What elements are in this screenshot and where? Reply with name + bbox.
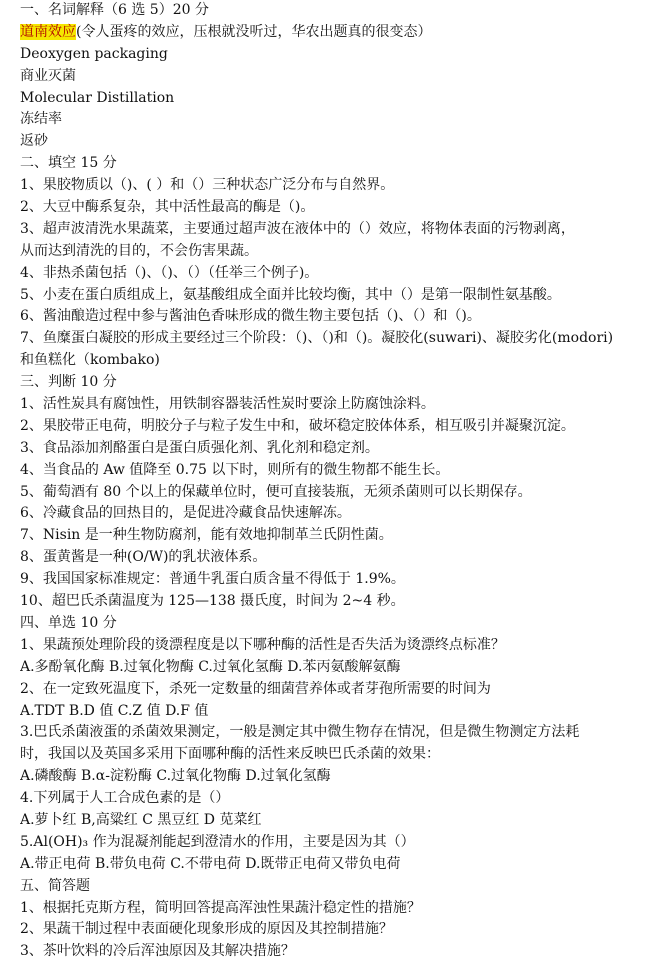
term-item: 冻结率 xyxy=(20,111,62,128)
question-line: 8、蛋黄酱是一种(O/W)的乳状液体系。 xyxy=(20,549,267,566)
term-item: Molecular Distillation xyxy=(20,89,175,106)
question-line: 5、小麦在蛋白质组成上，氨基酸组成全面并比较均衡，其中（）是第一限制性氨基酸。 xyxy=(20,286,561,303)
question-line: 1、果蔬预处理阶段的烫漂程度是以下哪种酶的活性是否失活为烫漂终点标准？ xyxy=(20,636,505,653)
question-line: 4、非热杀菌包括（)、（)、（）（任举三个例子)。 xyxy=(20,264,319,281)
question-line: 3、茶叶饮料的冷后浑浊原因及其解决措施？ xyxy=(20,943,295,960)
question-line: A.TDT B.D 值 C.Z 值 D.F 值 xyxy=(20,702,209,719)
question-line: 5.Al(OH)₃ 作为混凝剂能起到澄清水的作用，主要是因为其（） xyxy=(20,833,415,850)
question-line: 1、果胶物质以（)、( ）和（）三种状态广泛分布与自然界。 xyxy=(20,177,395,194)
question-line: 3、食品添加剂酪蛋白是蛋白质强化剂、乳化剂和稳定剂。 xyxy=(20,439,379,456)
question-line: 3.巴氏杀菌液蛋的杀菌效果测定，一般是测定其中微生物存在情况，但是微生物测定方法耗 xyxy=(20,724,580,741)
question-line: 6、冷藏食品的回热目的，是促进冷藏食品快速解冻。 xyxy=(20,505,351,522)
section-heading: 一、名词解释（6 选 5）20 分 xyxy=(20,2,209,18)
question-line: 时，我国以及英国多采用下面哪种酶的活性来反映巴氏杀菌的效果： xyxy=(20,746,440,763)
question-line: A.带正电荷 B.带负电荷 C.不带电荷 D.既带正电荷又带负电荷 xyxy=(20,855,401,872)
section-heading: 五、简答题 xyxy=(20,877,90,894)
term-item: Deoxygen packaging xyxy=(20,45,168,62)
term-item: 返砂 xyxy=(20,133,48,150)
question-line: 6、酱油酿造过程中参与酱油色香味形成的微生物主要包括（)、（）和（)。 xyxy=(20,308,481,325)
question-line: 2、大豆中酶系复杂，其中活性最高的酶是（)。 xyxy=(20,199,315,216)
section-heading: 四、单选 10 分 xyxy=(20,614,117,631)
question-line: 7、鱼糜蛋白凝胶的形成主要经过三个阶段：（)、（)和（)。凝胶化(suwari)、凝胶劣化(modori) xyxy=(20,330,614,347)
question-line: 2、果胶带正电荷，明胶分子与粒子发生中和，破坏稳定胶体体系，相互吸引并凝聚沉淀。 xyxy=(20,417,575,434)
question-line: 10、超巴氏杀菌温度为 125—138 摄氏度，时间为 2~4 秒。 xyxy=(20,593,405,610)
question-line: 4.下列属于人工合成色素的是（） xyxy=(20,790,230,807)
question-line: 1、根据托克斯方程，简明回答提高浑浊性果蔬汁稳定性的措施？ xyxy=(20,899,421,916)
section-heading: 三、判断 10 分 xyxy=(20,374,117,391)
question-line: 和鱼糕化（kombako) xyxy=(20,352,160,369)
question-line: A.萝卜红 B,高粱红 C 黑豆红 D 苋菜红 xyxy=(20,811,262,828)
term-item: 商业灭菌 xyxy=(20,67,76,84)
question-line: 2、果蔬干制过程中表面硬化现象形成的原因及其控制措施？ xyxy=(20,921,393,938)
highlighted-term: 道南效应 xyxy=(20,23,76,40)
question-line: 2、在一定致死温度下，杀死一定数量的细菌营养体或者芽孢所需要的时间为 xyxy=(20,680,491,697)
question-line: 从而达到清洗的目的，不会伤害果蔬。 xyxy=(20,242,258,259)
section-heading: 二、填空 15 分 xyxy=(20,155,117,172)
question-line: 1、活性炭具有腐蚀性，用铁制容器装活性炭时要涂上防腐蚀涂料。 xyxy=(20,396,435,413)
question-line: 7、Nisin 是一种生物防腐剂，能有效地抑制革兰氏阴性菌。 xyxy=(20,527,393,544)
question-line: 3、超声波清洗水果蔬菜，主要通过超声波在液体中的（）效应，将物体表面的污物剥离， xyxy=(20,220,575,237)
term-note: (令人蛋疼的效应，压根就没听过，华农出题真的很变态） xyxy=(76,23,432,40)
question-line: 4、当食品的 Aw 值降至 0.75 以下时，则所有的微生物都不能生长。 xyxy=(20,461,450,478)
question-line: 9、我国国家标准规定：普通牛乳蛋白质含量不得低于 1.9%。 xyxy=(20,571,405,588)
question-line: 5、葡萄酒有 80 个以上的保藏单位时，便可直接装瓶，无须杀菌则可以长期保存。 xyxy=(20,483,532,500)
question-line: A.多酚氧化酶 B.过氧化物酶 C.过氧化氢酶 D.苯丙氨酸解氨酶 xyxy=(20,658,401,675)
term-item xyxy=(20,22,665,44)
question-line: A.磷酸酶 B.α-淀粉酶 C.过氧化物酶 D.过氧化氢酶 xyxy=(20,768,331,785)
